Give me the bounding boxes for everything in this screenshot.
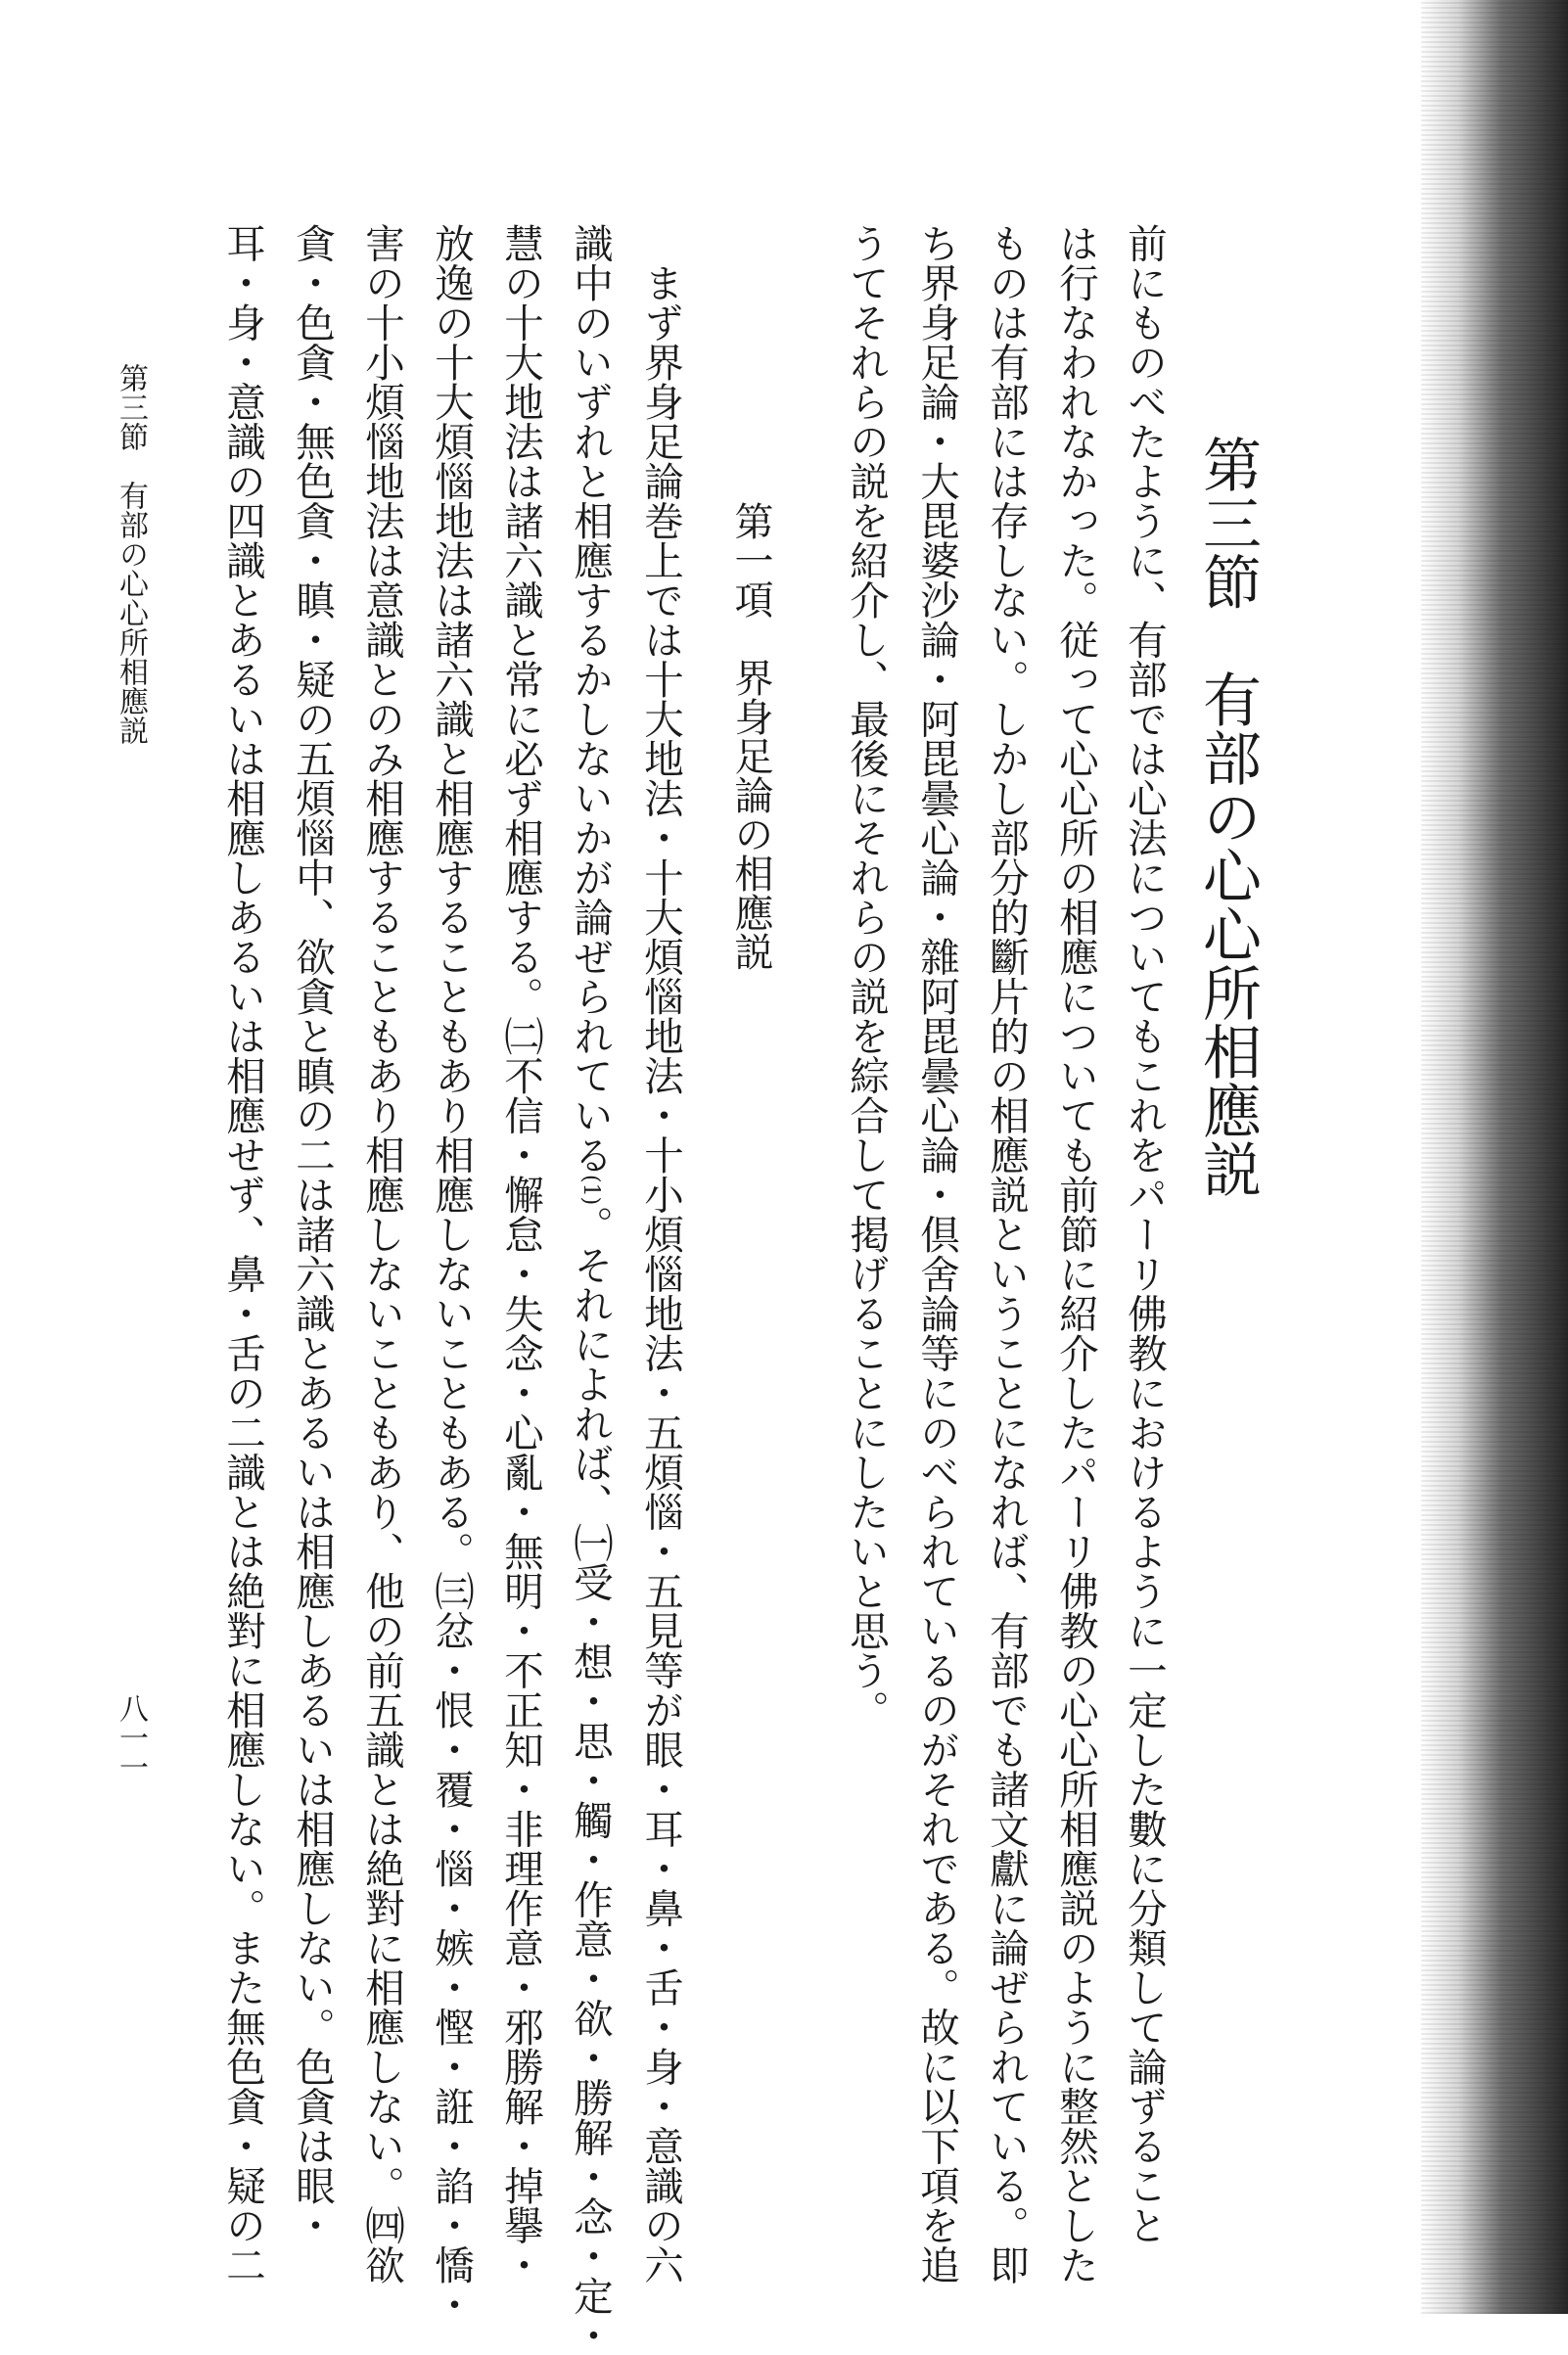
intro-line-5: うてそれらの説を紹介し、最後にそれらの説を綜合して掲げることにしたいと思う。 [843, 223, 890, 1730]
main-line-7: 耳・身・意識の四識とあるいは相應しあるいは相應せず、鼻・舌の二識とは絶對に相應しない。また無色貪・疑の二 [219, 223, 266, 2285]
intro-line-2: は行なわれなかった。従って心心所の相應についても前節に紹介したパーリ佛教の心心所相應説のように整然とした [1052, 223, 1099, 2285]
scan-shadow-edge [1421, 0, 1568, 2314]
section-title: 第三節 有部の心心所相應説 [1193, 435, 1262, 1198]
subsection-title: 第一項 界身足論の相應説 [728, 501, 773, 971]
main-line-3: 慧の十大地法は諸六識と常に必ず相應する。㈡不信・懈怠・失念・心亂・無明・不正知・非理作意・邪勝解・掉擧・ [497, 223, 544, 2285]
intro-line-4: ち界身足論・大毘婆沙論・阿毘曇心論・雜阿毘曇心論・倶舍論等にのべられているのがそれである。故に以下項を追 [913, 223, 960, 2285]
footnote-ref: (1) [578, 1175, 603, 1206]
main-line-2 [567, 223, 614, 2355]
page-number: 八一一 [114, 1693, 148, 1781]
main-line-4: 放逸の十大煩惱地法は諸六識と相應することもあり相應しないこともある。㈢忿・恨・覆・惱・嫉・慳・誑・諂・憍・ [428, 223, 475, 2325]
main-line-2-part-a: 識中のいずれと相應するかしないかが論ぜられている [567, 223, 614, 1175]
intro-line-3: ものは有部には存しない。しかし部分的斷片的の相應説ということになれば、有部でも諸文獻に論ぜられている。即 [983, 223, 1030, 2285]
main-line-6: 貪・色貪・無色貪・瞋・疑の五煩惱中、欲貪と瞋の二は諸六識とあるいは相應しあるいは相應しない。色貪は眼・ [289, 223, 336, 2245]
main-line-5: 害の十小煩惱地法は意識とのみ相應することもあり相應しないこともあり、他の前五識とは絶對に相應しない。㈣欲 [358, 223, 405, 2285]
intro-line-1: 前にものべたように、有部では心法についてもこれをパーリ佛教におけるように一定した數に分類して論ずること [1121, 223, 1168, 2245]
running-head: 第三節 有部の心心所相應説 [114, 363, 148, 745]
main-line-2-part-b: 。それによれば、㈠受・想・思・觸・作意・欲・勝解・念・定・ [567, 1205, 614, 2355]
main-line-1: まず界身足論巻上では十大地法・十大煩惱地法・十小煩惱地法・五煩惱・五見等が眼・耳・鼻・舌・身・意識の六 [637, 223, 684, 2285]
